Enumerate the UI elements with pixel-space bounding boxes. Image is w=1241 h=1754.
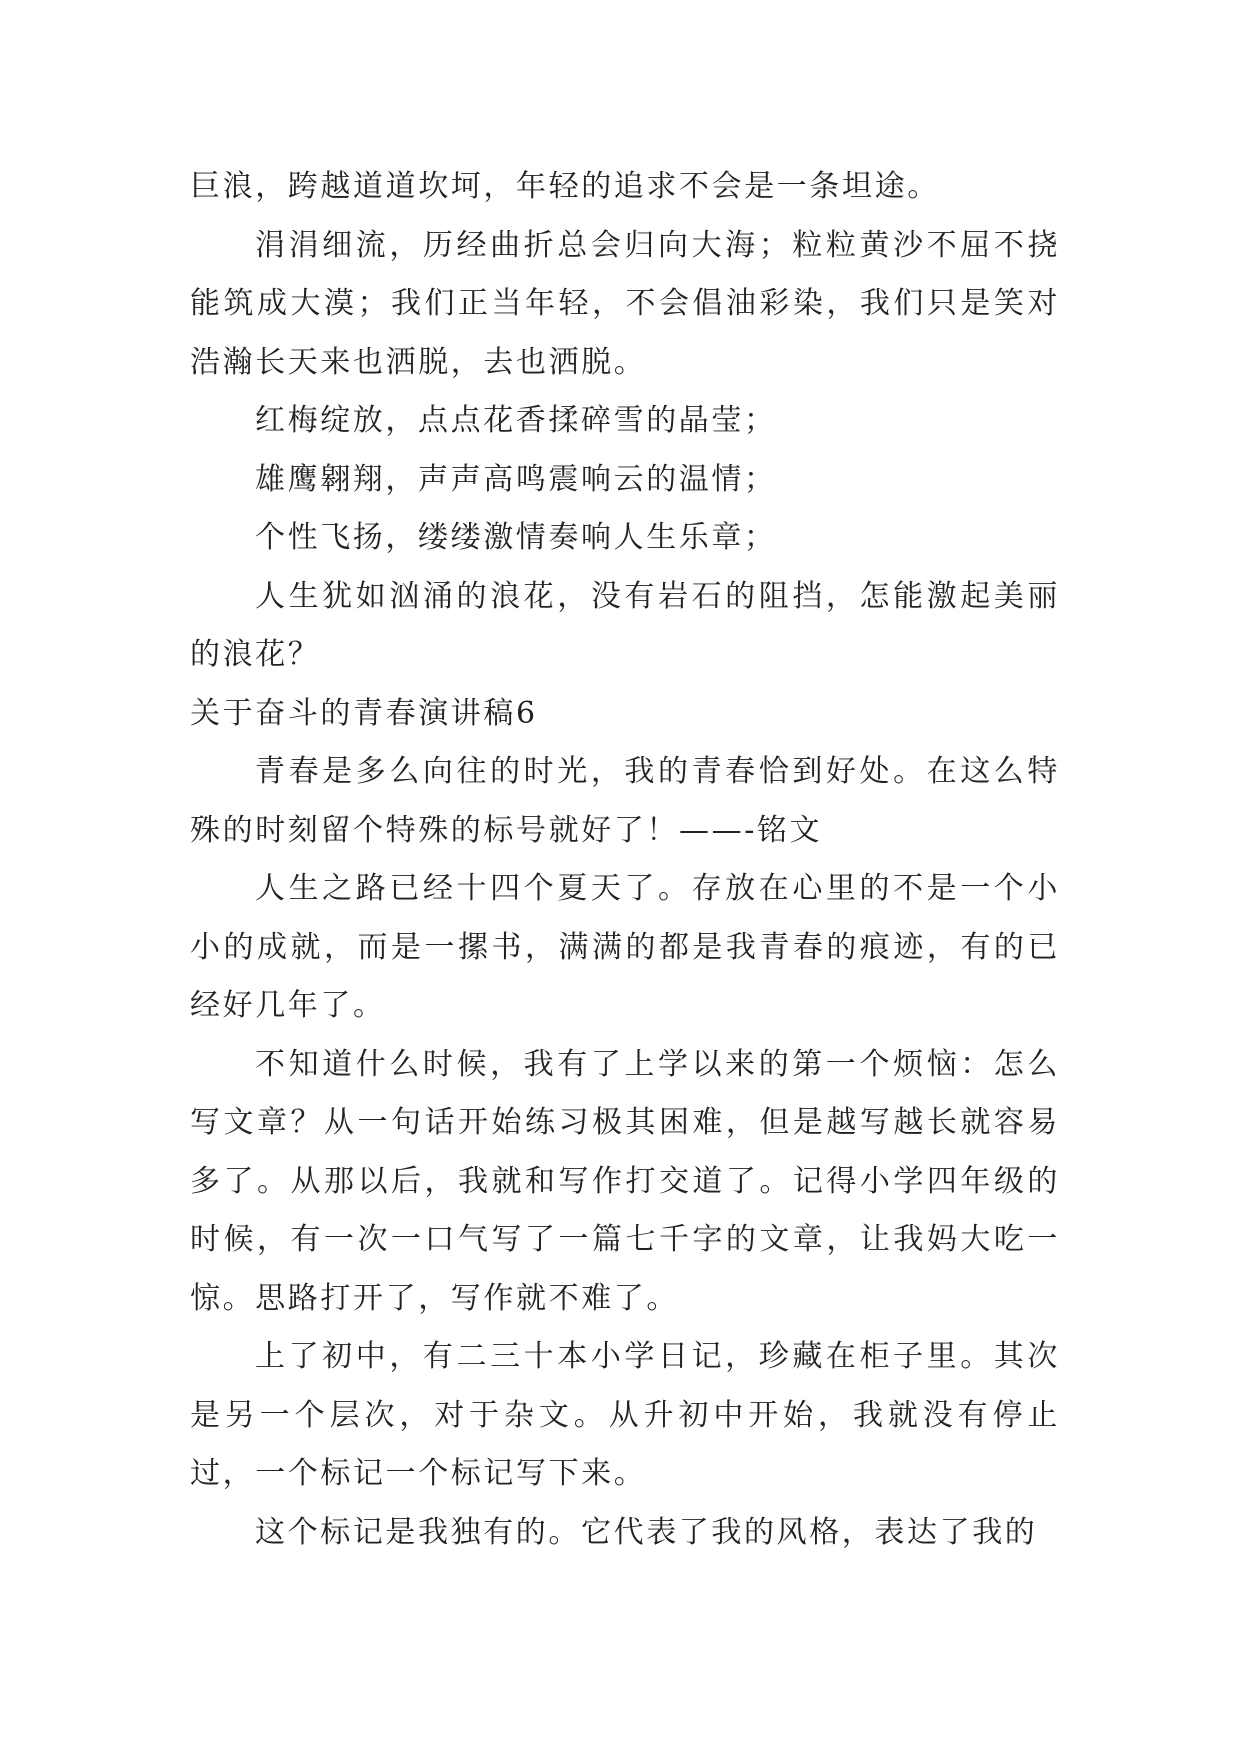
paragraph: 不知道什么时候，我有了上学以来的第一个烦恼：怎么写文章？从一句话开始练习极其困难，但是越写越长就容易多了。从那以后，我就和写作打交道了。记得小学四年级的时候，有一次一口气写了一篇七千字的文章，让我妈大吃一惊。思路打开了，写作就不难了。: [190, 1046, 1060, 1316]
paragraph: 青春是多么向往的时光，我的青春恰到好处。在这么特殊的时刻留个特殊的标号就好了！——-铭文: [190, 754, 1060, 848]
paragraph: 红梅绽放，点点花香揉碎雪的晶莹；: [255, 403, 777, 438]
paragraph: 这个标记是我独有的。它代表了我的风格，表达了我的: [255, 1514, 1038, 1550]
paragraph: 雄鹰翱翔，声声高鸣震响云的温情；: [255, 461, 777, 497]
paragraph: 人生犹如汹涌的浪花，没有岩石的阻挡，怎能激起美丽的浪花？: [190, 578, 1060, 672]
paragraph: 人生之路已经十四个夏天了。存放在心里的不是一个小小的成就，而是一摞书，满满的都是我青春的痕迹，有的已经好几年了。: [190, 871, 1060, 1023]
document-body: [190, 158, 1060, 1562]
section-heading: 关于奋斗的青春演讲稿6: [190, 695, 538, 731]
paragraph: 涓涓细流，历经曲折总会归向大海；粒粒黄沙不屈不挠能筑成大漠；我们正当年轻，不会倡油彩染，我们只是笑对浩瀚长天来也洒脱，去也洒脱。: [190, 227, 1060, 380]
paragraph-continuation: 巨浪，跨越道道坎坷，年轻的追求不会是一条坦途。: [190, 169, 940, 204]
paragraph: 上了初中，有二三十本小学日记，珍藏在柜子里。其次是另一个层次，对于杂文。从升初中开始，我就没有停止过，一个标记一个标记写下来。: [190, 1339, 1060, 1491]
paragraph: 个性飞扬，缕缕激情奏响人生乐章；: [255, 520, 777, 555]
